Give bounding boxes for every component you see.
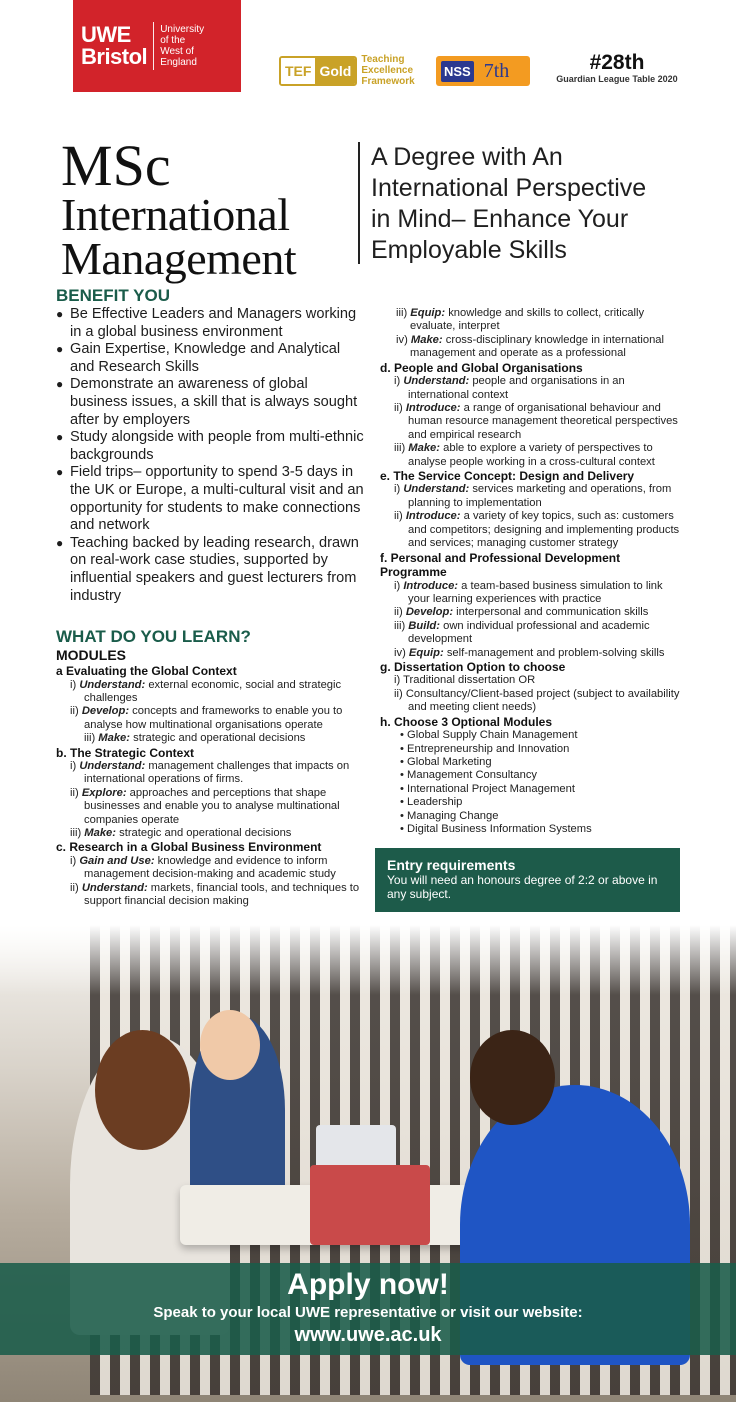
list-item: ● Demonstrate an awareness of global business issues, a skill that is always sought after by employers: [56, 376, 366, 429]
student-figure: [200, 1010, 260, 1080]
apply-heading: Apply now!: [287, 1268, 449, 1301]
module-item: iii) Make: strategic and operational decisions: [70, 827, 292, 840]
list-item: • Global Supply Chain Management: [400, 729, 578, 742]
league-rank-caption: Guardian League Table 2020: [556, 74, 678, 84]
laptop: [310, 1165, 430, 1245]
list-item: • Global Marketing: [400, 755, 492, 768]
entry-text: You will need an honours degree of 2:2 or above in any subject.: [387, 873, 658, 901]
module-a-title: a Evaluating the Global Context: [56, 664, 237, 678]
list-item: ● Teaching backed by leading research, drawn on real-work case studies, supported by influential speakers and guest lecturers from industry: [56, 535, 366, 605]
module-item: i) Understand: people and organisations in an international context: [394, 375, 625, 401]
module-item: i) Gain and Use: knowledge and evidence to inform management decision-making and academic study: [70, 854, 336, 881]
benefits-list: [56, 306, 366, 605]
module-item: iii) Make: able to explore a variety of perspectives to analyse people working in a cross-cultural context: [394, 442, 655, 468]
logo-wordmark: UWE Bristol: [81, 22, 148, 69]
module-e-title: e. The Service Concept: Design and Delivery: [380, 468, 635, 483]
modules-right-column: [380, 307, 685, 836]
list-item: ● Field trips– opportunity to spend 3-5 days in the UK or Europe, a multi-cultural visit and an opportunity for students to make connections and network: [56, 464, 366, 534]
apply-banner: [0, 1263, 736, 1355]
photo-fade: [0, 925, 736, 995]
uwe-logo: [73, 0, 241, 92]
logo-subtitle: University of the West of England: [160, 24, 205, 68]
apply-subtext: Speak to your local UWE representative or visit our website:: [153, 1304, 583, 1321]
module-item: ii) Introduce: a variety of key topics, such as: customers and competitors; designing and implementing products and services; managing customer strategy: [394, 510, 680, 550]
module-item: i) Understand: management challenges that impacts on international operations of firms.: [70, 760, 350, 786]
list-item: ● Gain Expertise, Knowledge and Analytical and Research Skills: [56, 341, 366, 376]
module-c-title: c. Research in a Global Business Environment: [56, 840, 322, 855]
modules-heading: MODULES: [56, 647, 126, 663]
module-item: iii) Build: own individual professional and academic development: [394, 619, 650, 646]
module-item: ii) Explore: approaches and perceptions that shape businesses and enable you to analyse multinational companies operate: [70, 786, 340, 826]
module-h-title: h. Choose 3 Optional Modules: [380, 714, 553, 729]
list-item: ● Be Effective Leaders and Managers working in a global business environment: [56, 306, 366, 341]
course-tagline: A Degree with An International Perspective in Mind– Enhance Your Employable Skills: [371, 143, 647, 264]
list-item: • International Project Management: [400, 782, 575, 795]
logo-divider: [153, 22, 154, 70]
league-rank-value: #28th: [589, 51, 645, 74]
course-title: MSc International Management: [61, 133, 297, 284]
module-item: iv) Make: cross-disciplinary knowledge in international management and operate as a professional: [396, 333, 665, 360]
nss-rank: 7th: [483, 59, 510, 82]
nss-logo-icon: NSS: [441, 61, 474, 82]
list-item: • Digital Business Information Systems: [400, 823, 592, 835]
list-item: • Managing Change: [400, 809, 499, 822]
module-item: i) Traditional dissertation OR: [394, 674, 536, 687]
entry-requirements-box: [375, 848, 680, 912]
module-d-title: d. People and Global Organisations: [380, 360, 583, 375]
module-item: ii) Consultancy/Client-based project (subject to availability and meeting client needs): [394, 687, 680, 714]
league-table-rank: [556, 52, 678, 84]
list-item: • Leadership: [400, 796, 463, 809]
entry-heading: Entry requirements: [387, 857, 516, 873]
module-b-title: b. The Strategic Context: [56, 745, 195, 760]
module-item: i) Understand: services marketing and operations, from planning to implementation: [394, 483, 672, 509]
benefits-heading: BENEFIT YOU: [56, 286, 170, 305]
module-item: i) Understand: external economic, social and strategic challenges: [70, 678, 342, 704]
module-item: iv) Equip: self-management and problem-solving skills: [394, 646, 665, 659]
modules-left-column: [56, 664, 361, 909]
module-item: i) Introduce: a team-based business simulation to link your learning experiences with practice: [394, 579, 663, 605]
module-item: ii) Introduce: a range of organisational behaviour and human resource management theoretical perspectives and empirical research: [394, 401, 678, 441]
student-figure: [470, 1030, 555, 1125]
module-item: iii) Make: strategic and operational decisions: [84, 732, 306, 745]
title-divider: [358, 142, 360, 264]
tef-badge-icon: TEF Gold: [279, 56, 357, 86]
module-item: ii) Understand: markets, financial tools, and techniques to support financial decision making: [70, 881, 360, 908]
student-figure: [95, 1030, 190, 1150]
tef-gold-badge: [279, 54, 415, 87]
list-item: • Entrepreneurship and Innovation: [400, 742, 570, 755]
module-g-title: g. Dissertation Option to choose: [380, 659, 566, 674]
list-item: • Management Consultancy: [400, 769, 538, 782]
module-f-title: f. Personal and Professional Development Programme: [380, 550, 621, 579]
module-item: ii) Develop: concepts and frameworks to enable you to analyse how multinational organisations operate: [70, 705, 343, 731]
website-link[interactable]: www.uwe.ac.uk: [294, 1324, 442, 1346]
module-item: ii) Develop: interpersonal and communication skills: [394, 606, 649, 619]
tef-caption: Teaching Excellence Framework: [361, 54, 415, 87]
module-item: iii) Equip: knowledge and skills to collect, critically evaluate, interpret: [396, 307, 645, 333]
list-item: ● Study alongside with people from multi-ethnic backgrounds: [56, 429, 366, 464]
learn-heading: WHAT DO YOU LEARN?: [56, 627, 251, 646]
nss-rank-badge: [436, 56, 530, 86]
